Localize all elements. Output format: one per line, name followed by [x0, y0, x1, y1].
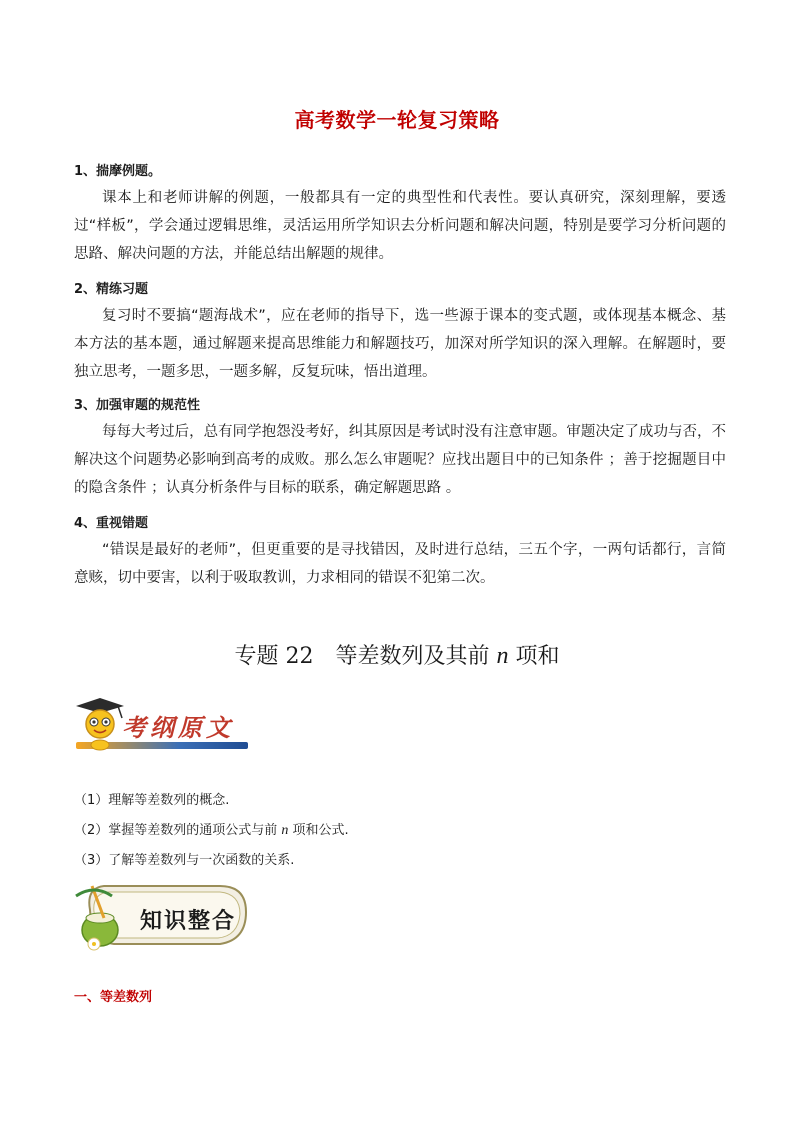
- knowledge-banner: [70, 882, 254, 956]
- outline-item-3: （3）了解等差数列与一次函数的关系.: [74, 853, 295, 868]
- outline-banner: [68, 698, 258, 756]
- section-heading-4: 4、重视错题: [74, 516, 149, 531]
- document-title: 高考数学一轮复习策略: [294, 108, 500, 132]
- section-body-3: 每每大考过后，总有同学抱怨没考好，纠其原因是考试时没有注意审题。审题决定了成功与否，不解决这个问题势必影响到高考的成败。那么怎么审题呢？应找出题目中的已知条件 ；善于挖掘题目中的隐含条件 ；认真分析条件与目标的联系，确定解题思路 。: [74, 424, 726, 496]
- outline-item-2: （2）掌握等差数列的通项公式与前 n 项和公式.: [74, 823, 349, 838]
- section-heading-2: 2、精练习题: [74, 282, 149, 297]
- topic-title: [0, 639, 794, 670]
- knowledge-banner-label: 知识整合: [140, 908, 237, 934]
- topic-title-suffix: 项和: [508, 644, 560, 669]
- outline-banner-label: 考纲原文: [122, 713, 234, 742]
- section-heading-3: 3、加强审题的规范性: [74, 398, 201, 413]
- topic-title-variable: n: [496, 643, 509, 669]
- subsection-heading: 一、等差数列: [74, 990, 153, 1005]
- section-body-1: 课本上和老师讲解的例题，一般都具有一定的典型性和代表性。要认真研究，深刻理解，要透过“样板”，学会通过逻辑思维，灵活运用所学知识去分析问题和解决问题，特别是要学习分析问题的思路、解决问题的方法，并能总结出解题的规律。: [74, 190, 726, 262]
- outline-item-1: （1）理解等差数列的概念.: [74, 793, 230, 808]
- section-body-4: “错误是最好的老师”，但更重要的是寻找错因，及时进行总结，三五个字，一两句话都行，言简意赅，切中要害，以利于吸取教训，力求相同的错误不犯第二次。: [74, 542, 726, 586]
- section-heading-1: 1、揣摩例题。: [74, 164, 162, 179]
- topic-title-prefix: 专题 22 等差数列及其前: [234, 644, 497, 669]
- section-body-2: 复习时不要搞“题海战术”，应在老师的指导下，选一些源于课本的变式题，或体现基本概念、基本方法的基本题，通过解题来提高思维能力和解题技巧，加深对所学知识的深入理解。在解题时，要独立思考，一题多思，一题多解，反复玩味，悟出道理。: [74, 308, 726, 380]
